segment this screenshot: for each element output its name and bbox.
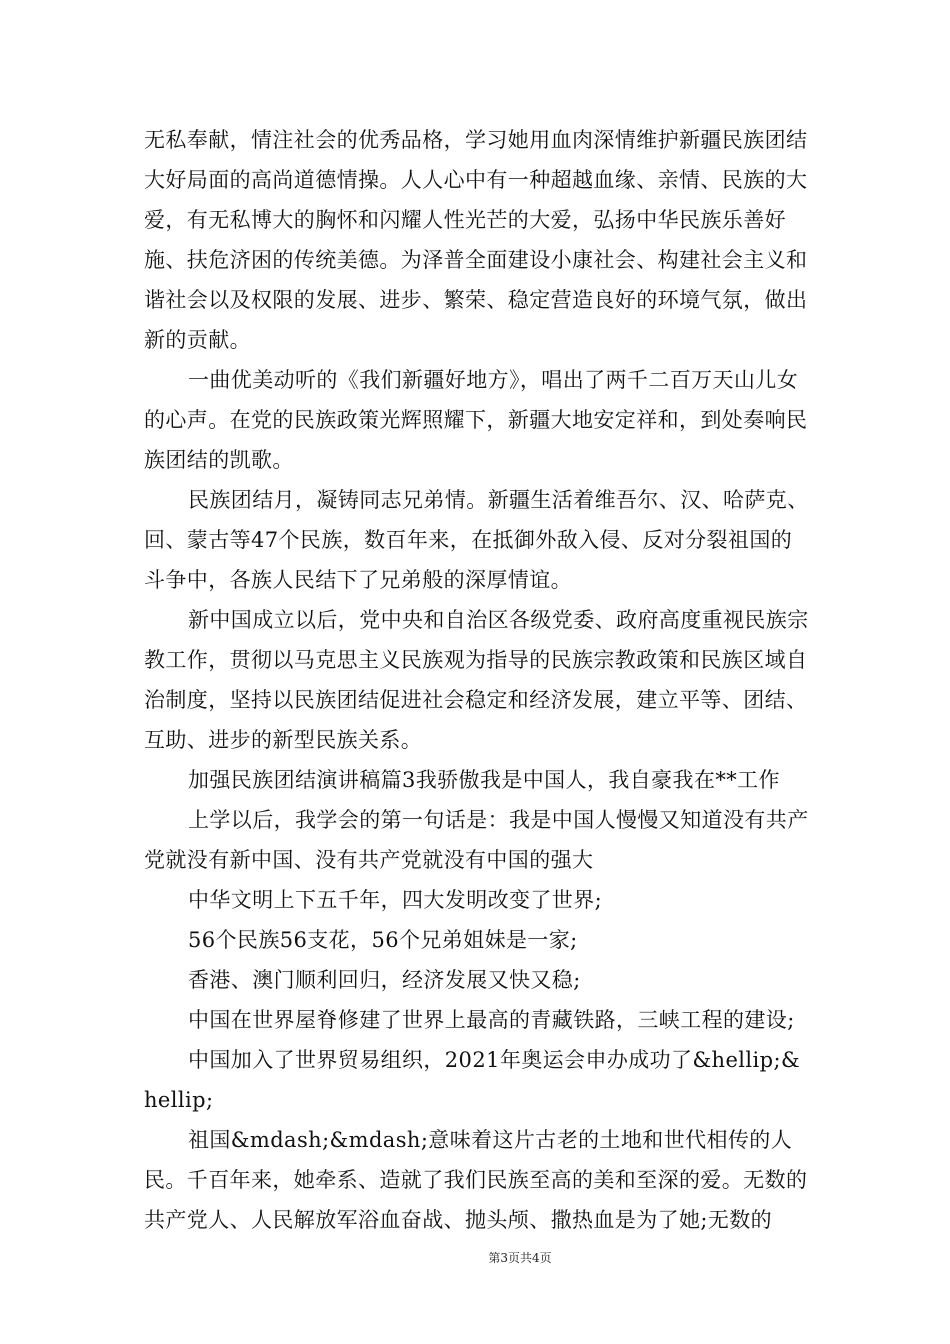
- page-number-footer: 第3页共4页: [488, 1251, 552, 1265]
- paragraph-11: 中国加入了世界贸易组织，2021年奥运会申办成功了&hellip;&hellip;: [144, 1048, 801, 1112]
- paragraph-5-heading: 加强民族团结演讲稿篇3我骄傲我是中国人，我自豪我在**工作: [188, 768, 780, 792]
- paragraph-10: 中国在世界屋脊修建了世界上最高的青藏铁路，三峡工程的建设;: [188, 1008, 795, 1032]
- paragraph-3: 民族团结月，凝铸同志兄弟情。新疆生活着维吾尔、汉、哈萨克、回、蒙古等47个民族，数百年来，在抵御外敌入侵、反对分裂祖国的斗争中，各族人民结下了兄弟般的深厚情谊。: [144, 488, 809, 592]
- paragraph-1: 无私奉献，情注社会的优秀品格，学习她用血肉深情维护新疆民族团结大好局面的高尚道德情操。人人心中有一种超越血缘、亲情、民族的大爱，有无私博大的胸怀和闪耀人性光芒的大爱，弘扬中华民族乐善好施、扶危济困的传统美德。为泽普全面建设小康社会、构建社会主义和谐社会以及权限的发展、进步、繁荣、稳定营造良好的环境气氛，做出新的贡献。: [144, 128, 808, 352]
- paragraph-6: 上学以后，我学会的第一句话是：我是中国人慢慢又知道没有共产党就没有新中国、没有共产党就没有中国的强大: [144, 808, 809, 872]
- paragraph-9: 香港、澳门顺利回归，经济发展又快又稳;: [188, 968, 581, 992]
- paragraph-8: 56个民族56支花，56个兄弟姐妹是一家;: [188, 928, 578, 952]
- paragraph-7: 中华文明上下五千年，四大发明改变了世界;: [188, 888, 603, 912]
- paragraph-4: 新中国成立以后，党中央和自治区各级党委、政府高度重视民族宗教工作，贯彻以马克思主义民族观为指导的民族宗教政策和民族区域自治制度，坚持以民族团结促进社会稳定和经济发展，建立平等、团结、互助、进步的新型民族关系。: [144, 608, 809, 752]
- paragraph-2: 一曲优美动听的《我们新疆好地方》，唱出了两千二百万天山儿女的心声。在党的民族政策光辉照耀下，新疆大地安定祥和，到处奏响民族团结的凯歌。: [144, 368, 808, 472]
- document-body: [144, 120, 812, 1240]
- paragraph-12: 祖国&mdash;&mdash;意味着这片古老的土地和世代相传的人民。千百年来，她牵系、造就了我们民族至高的美和至深的爱。无数的共产党人、人民解放军浴血奋战、抛头颅、撒热血是为了她;无数的: [144, 1128, 808, 1232]
